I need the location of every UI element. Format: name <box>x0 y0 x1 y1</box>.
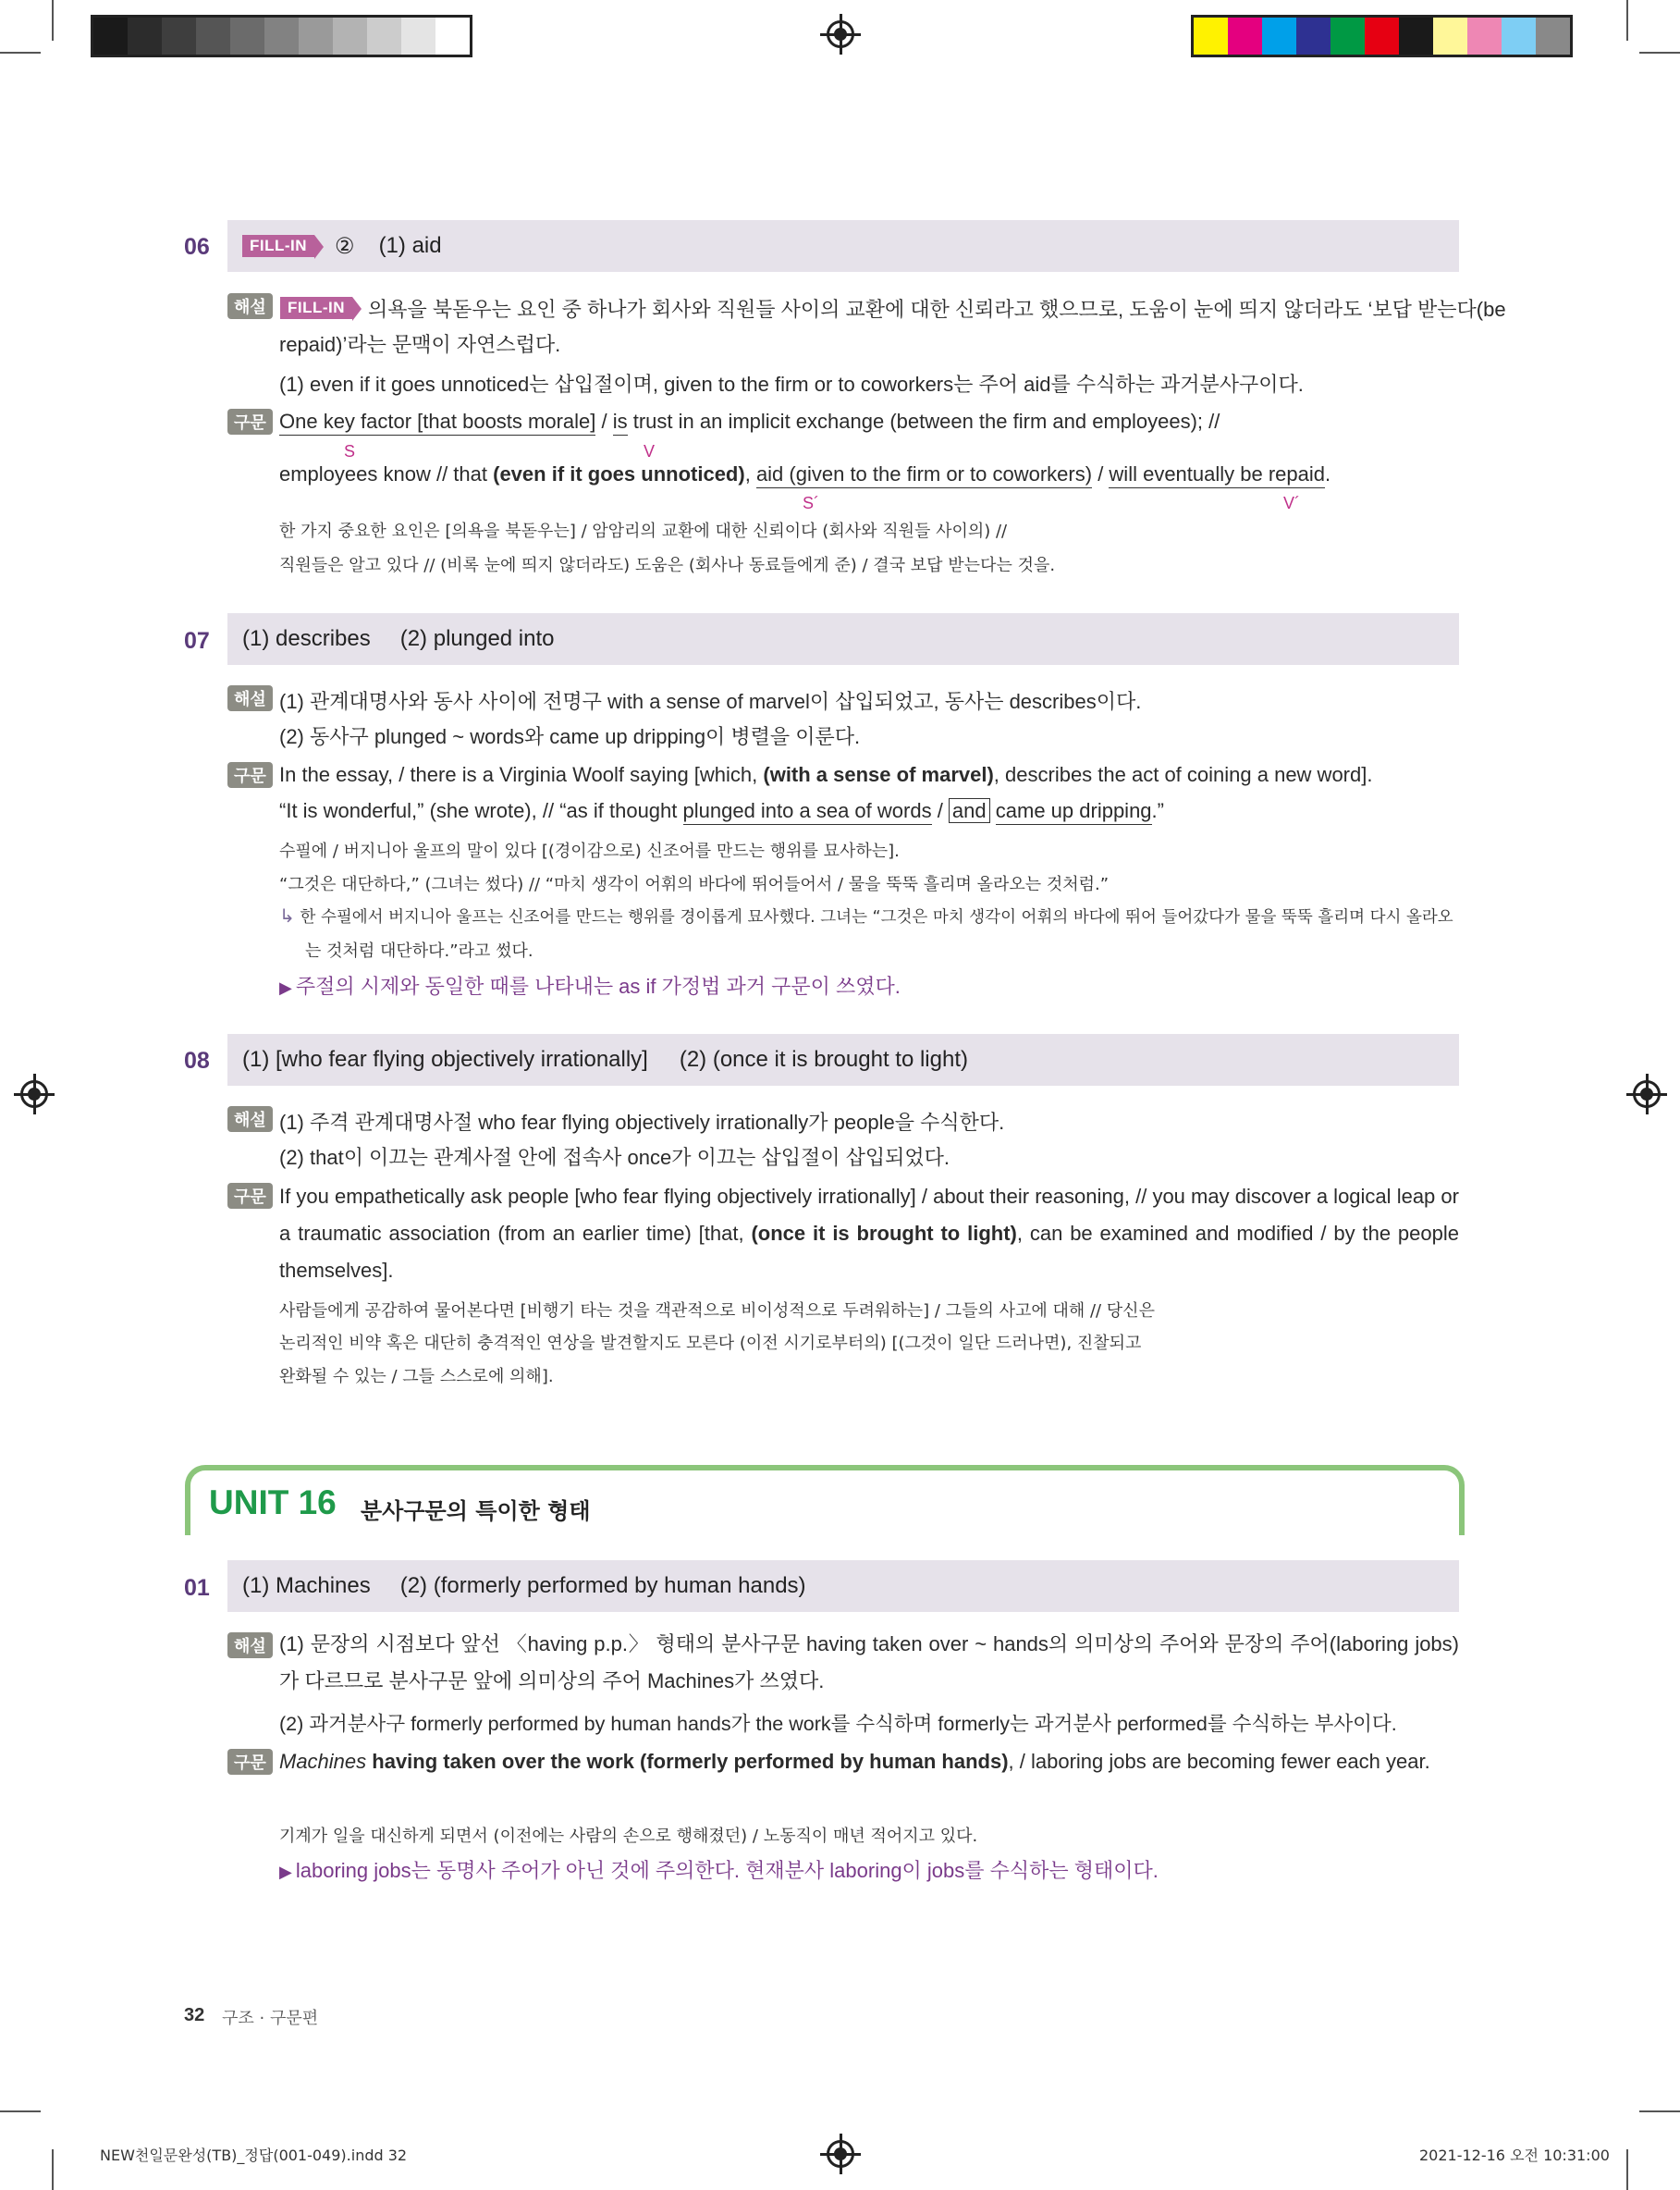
color-swatch <box>1194 18 1228 55</box>
structure-tag: 구문 <box>227 1749 273 1775</box>
color-swatch <box>1262 18 1296 55</box>
sentence-text: . <box>1325 462 1331 486</box>
question-number: 01 <box>184 1575 210 1601</box>
crop-mark <box>0 2110 41 2112</box>
bold-phrase: (with a sense of marvel) <box>763 763 994 786</box>
explanation-text: (2) 동사구 plunged ~ words와 came up dripping이 병렬을 이룬다. <box>279 725 861 748</box>
structure-sentence <box>279 763 1372 787</box>
registration-mark-icon <box>1633 1080 1661 1108</box>
registration-mark-icon <box>827 2140 854 2168</box>
answer-text: (1) aid <box>378 233 442 258</box>
answer-text: (2) (formerly performed by human hands) <box>399 1573 806 1598</box>
verb-phrase: will eventually be repaid <box>1109 462 1325 488</box>
section-name: 구조 · 구문편 <box>222 2009 319 2028</box>
answer-text: (2) plunged into <box>399 626 555 651</box>
file-slug: NEW천일문완성(TB)_정답(001-049).indd 32 <box>100 2147 408 2164</box>
verb-phrase: is <box>613 410 628 436</box>
color-swatch <box>1296 18 1331 55</box>
color-swatch <box>1365 18 1399 55</box>
translation-text: “그것은 대단하다,” (그녀는 썼다) // “마치 생각이 어휘의 바다에 뛰어들어서 / 물을 뚝뚝 흘리며 올라오는 것처럼.” <box>279 875 1110 894</box>
sentence-text: .” <box>1151 799 1164 822</box>
crop-mark <box>1626 2149 1628 2190</box>
crop-mark <box>52 0 54 41</box>
fill-in-tag: FILL-IN <box>280 297 352 319</box>
date-slug: 2021-12-16 오전 10:31:00 <box>1419 2147 1610 2164</box>
color-swatch <box>1502 18 1536 55</box>
parallel-phrase: came up dripping <box>996 799 1152 825</box>
color-swatch <box>1399 18 1433 55</box>
structure-tag: 구문 <box>227 1183 273 1209</box>
color-swatch <box>299 18 333 55</box>
color-swatch <box>162 18 196 55</box>
explanation-text: (1) 관계대명사와 동사 사이에 전명구 with a sense of marvel이 삽입되었고, 동사는 describes이다. <box>279 690 1142 713</box>
question-number: 06 <box>184 234 210 260</box>
unit-title: UNIT 16 <box>209 1483 337 1521</box>
translation-text: 는 것처럼 대단하다.”라고 썼다. <box>305 941 533 961</box>
subject-phrase: One key factor [that boosts morale] <box>279 410 595 436</box>
fill-in-tag: FILL-IN <box>242 235 314 257</box>
slash: / <box>931 799 949 822</box>
slash: / <box>595 410 613 433</box>
color-swatch <box>333 18 367 55</box>
translation-text: 한 가지 중요한 요인은 [의욕을 북돋우는] / 암암리의 교환에 대한 신뢰이다 (회사와 직원들 사이의) // <box>279 522 1008 541</box>
sentence-text: employees know // that <box>279 462 494 486</box>
italic-subject: Machines <box>279 1750 367 1773</box>
parallel-phrase: plunged into a sea of words <box>683 799 932 825</box>
translation-text: 사람들에게 공감하여 물어본다면 [비행기 타는 것을 객관적으로 비이성적으로 두려워하는] / 그들의 사고에 대해 // 당신은 <box>279 1301 1155 1321</box>
explanation-text: (1) 문장의 시점보다 앞선 〈having p.p.〉 형태의 분사구문 having taken over ~ hands의 의미상의 주어와 문장의 주어(laboring jobs)가 다르므로 분사구문 앞에 의미상의 주어 Machines가 쓰였다. <box>279 1632 1459 1692</box>
crop-mark <box>1639 52 1680 54</box>
sentence-text: , <box>744 462 756 486</box>
answer-bar <box>227 1034 1459 1086</box>
triangle-bullet-icon: ▶ <box>279 978 292 997</box>
explanation-tag: 해설 <box>227 685 273 711</box>
triangle-bullet-icon: ▶ <box>279 1863 292 1881</box>
explanation-tag: 해설 <box>227 1106 273 1132</box>
unit-subtitle: 분사구문의 특이한 형태 <box>361 1498 591 1524</box>
answer-bar <box>227 613 1459 665</box>
crop-mark <box>1626 0 1628 41</box>
color-swatch <box>1228 18 1262 55</box>
explanation-text: (1) 주격 관계대명사절 who fear flying objectively irrationally가 people을 수식한다. <box>279 1111 1005 1134</box>
answer-text: (1) Machines <box>242 1573 371 1598</box>
bold-phrase: (once it is brought to light) <box>751 1222 1017 1245</box>
question-number: 07 <box>184 628 210 654</box>
color-swatch <box>401 18 435 55</box>
sentence-text: In the essay, / there is a Virginia Woolf saying [which, <box>279 763 764 786</box>
sentence-text: , / laboring jobs are becoming fewer each year. <box>1008 1750 1430 1773</box>
structure-tag: 구문 <box>227 762 273 788</box>
answer-circle-number: ② <box>335 233 355 259</box>
color-swatch <box>196 18 230 55</box>
answer-text: (1) [who fear flying objectively irrationally] <box>242 1047 648 1072</box>
color-swatch <box>93 18 128 55</box>
note-text: 주절의 시제와 동일한 때를 나타내는 as if 가정법 과거 구문이 쓰였다. <box>295 975 901 998</box>
crop-mark <box>0 52 41 54</box>
grammar-note <box>279 971 901 1000</box>
color-swatch <box>367 18 401 55</box>
explanation-text: (1) even if it goes unnoticed는 삽입절이며, given to the firm or to coworkers는 주어 aid를 수식하는 과거분사구이다. <box>279 373 1304 396</box>
sentence-text: “It is wonderful,” (she wrote), // “as if thought <box>279 799 683 822</box>
structure-tag: 구문 <box>227 409 273 435</box>
sentence-rest: trust in an implicit exchange (between the firm and employees); // <box>627 410 1220 433</box>
explanation-tag: 해설 <box>227 293 273 319</box>
sentence-text: , can be examined and modified / by the people themselves]. <box>279 1222 1459 1282</box>
explanation-text: (2) 과거분사구 formerly performed by human hands가 the work를 수식하며 formerly는 과거분사 performed를 수식하는 부사이다. <box>279 1713 1397 1735</box>
sentence-text: , describes the act of coining a new word]. <box>993 763 1373 786</box>
structure-sentence <box>279 1743 1459 1780</box>
explanation-text: 의욕을 북돋우는 요인 중 하나가 회사와 직원들 사이의 교환에 대한 신뢰라고 했으므로, 도움이 눈에 띄지 않더라도 ‘보답 받는다(be <box>368 298 1506 321</box>
conjunction-box: and <box>949 798 990 823</box>
color-swatch <box>230 18 264 55</box>
answer-text: (1) describes <box>242 626 371 651</box>
registration-mark-icon <box>827 20 854 48</box>
slash: / <box>1092 462 1110 486</box>
sentence-text <box>990 799 996 822</box>
structure-sentence <box>279 1178 1459 1289</box>
explanation-tag: 해설 <box>227 1632 273 1658</box>
explanation-text: (2) that이 이끄는 관계사절 안에 접속사 once가 이끄는 삽입절이 삽입되었다. <box>279 1146 950 1169</box>
crop-mark <box>1639 2110 1680 2112</box>
grammar-note <box>279 1855 1159 1884</box>
translation-text: 수필에 / 버지니아 울프의 말이 있다 [(경이감으로) 신조어를 만드는 행위를 묘사하는]. <box>279 842 900 861</box>
answer-text: (2) (once it is brought to light) <box>679 1047 968 1072</box>
translation-text: 논리적인 비약 혹은 대단히 충격적인 연상을 발견할지도 모른다 (이전 시기로부터의) [(그것이 일단 드러나면), 진찰되고 <box>279 1334 1142 1353</box>
sentence-text: If you empathetically ask people [who fear flying objectively irrationally] / about their reasoning, // you may discover a logical leap or a traumatic association (from an earlier time) [that, <box>279 1185 1459 1245</box>
explanation-text: repaid)’라는 문맥이 자연스럽다. <box>279 333 561 356</box>
structure-sentence <box>279 462 1331 486</box>
subject-phrase: aid (given to the firm or to coworkers) <box>756 462 1092 488</box>
translation-text: 완화될 수 있는 / 그들 스스로에 의해]. <box>279 1367 554 1386</box>
bold-phrase: having taken over the work (formerly performed by human hands) <box>366 1750 1009 1773</box>
registration-mark-icon <box>20 1080 48 1108</box>
color-swatch <box>1467 18 1502 55</box>
note-text: laboring jobs는 동명사 주어가 아닌 것에 주의한다. 현재분사 laboring이 jobs를 수식하는 형태이다. <box>295 1859 1159 1882</box>
structure-sentence <box>279 799 1164 823</box>
hook-arrow-icon: ↳ <box>279 904 295 927</box>
subject-label: S´ <box>803 494 819 512</box>
color-swatch <box>435 18 470 55</box>
question-number: 08 <box>184 1048 210 1074</box>
verb-label: V <box>644 442 656 461</box>
color-swatch <box>1536 18 1570 55</box>
gray-color-bar <box>91 15 472 57</box>
translation-text: 기계가 일을 대신하게 되면서 (이전에는 사람의 손으로 행해졌던) / 노동직이 매년 적어지고 있다. <box>279 1827 978 1846</box>
color-swatch <box>1433 18 1467 55</box>
color-swatch <box>128 18 162 55</box>
answer-bar <box>227 1560 1459 1612</box>
translation-text: 한 수필에서 버지니아 울프는 신조어를 만드는 행위를 경이롭게 묘사했다. 그녀는 “그것은 마치 생각이 어휘의 바다에 뛰어 들어갔다가 물을 뚝뚝 흘리며 다시 올라오 <box>300 908 1453 927</box>
cmyk-color-bar <box>1191 15 1573 57</box>
bold-phrase: (even if it goes unnoticed) <box>493 462 745 486</box>
translation-text: 직원들은 알고 있다 // (비록 눈에 띄지 않더라도) 도움은 (회사나 동료들에게 준) / 결국 보답 받는다는 것을. <box>279 556 1056 575</box>
answer-bar <box>227 220 1459 272</box>
verb-label: V´ <box>1283 494 1300 512</box>
subject-label: S <box>344 442 356 461</box>
page-number: 32 <box>184 2005 205 2025</box>
crop-mark <box>52 2149 54 2190</box>
color-swatch <box>264 18 299 55</box>
color-swatch <box>1331 18 1365 55</box>
structure-sentence <box>279 410 1220 434</box>
translation-paragraph <box>279 904 1453 928</box>
